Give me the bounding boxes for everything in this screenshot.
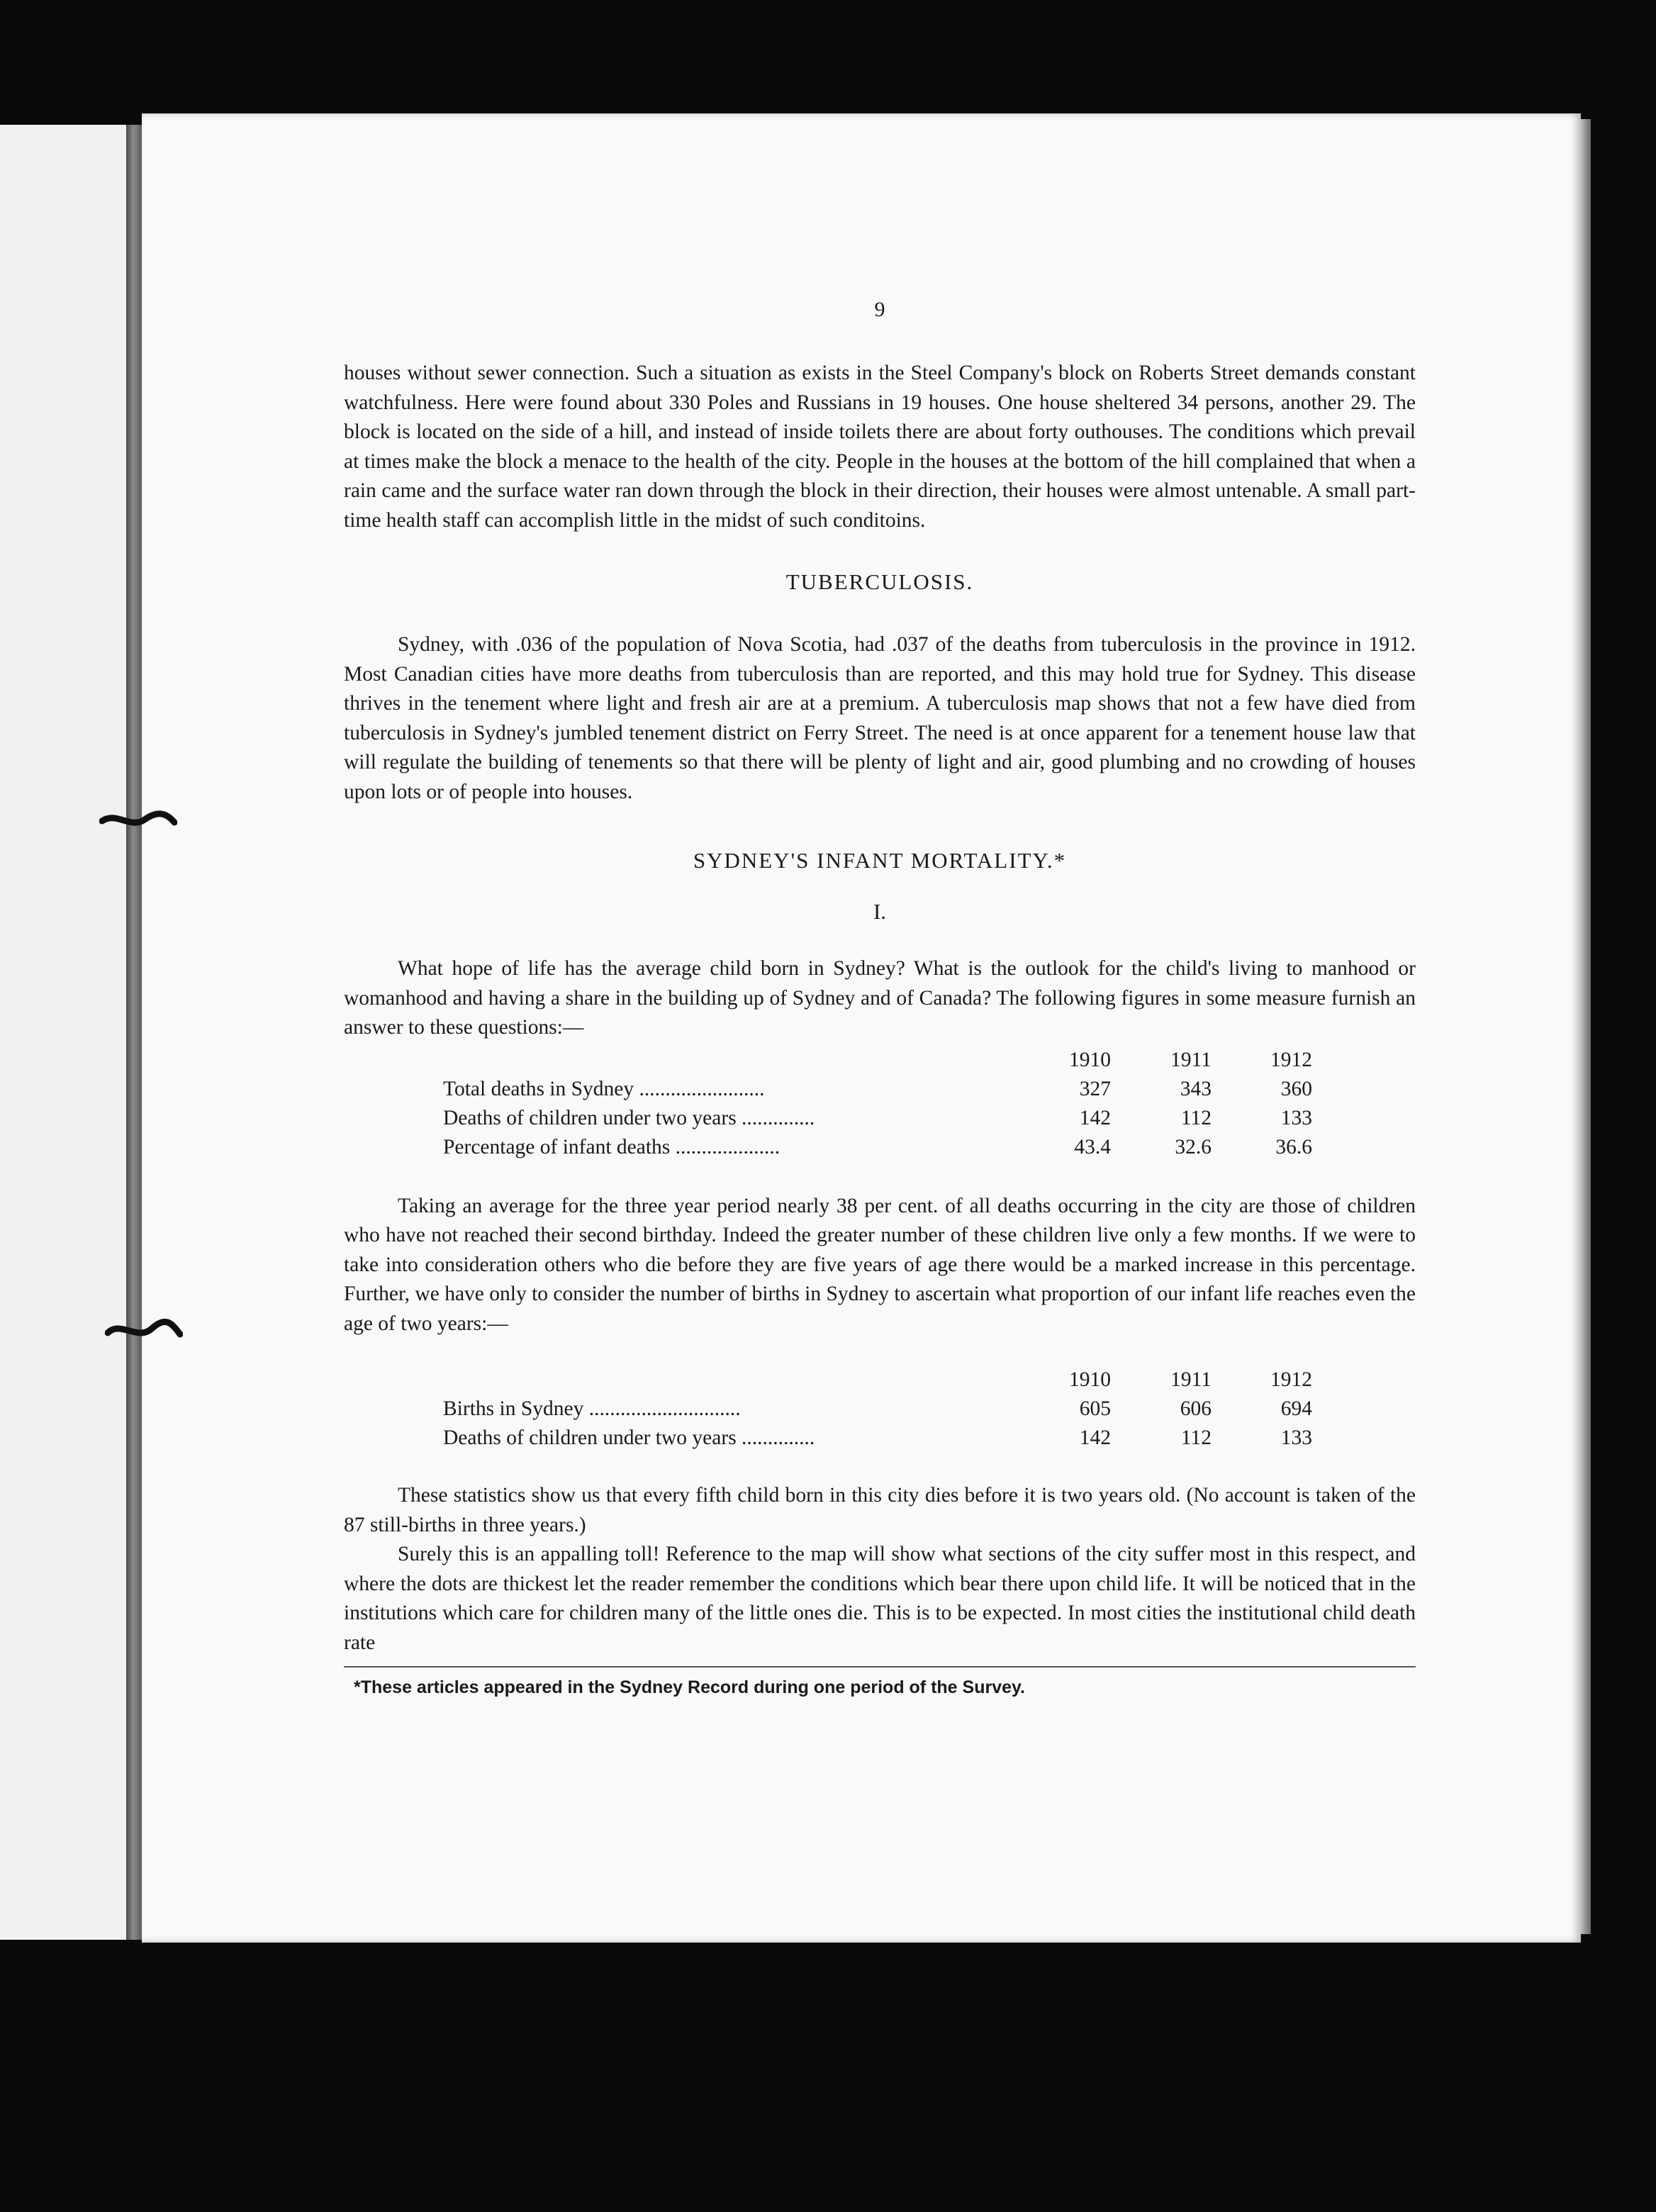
cell-value: 133 [1280,1106,1312,1129]
births-table [443,1365,1312,1453]
table-header-blank [443,1365,1010,1395]
cell-value: 605 [1079,1397,1111,1420]
left-page-edge [0,125,126,1940]
cell-value: 142 [1079,1426,1111,1449]
cell-value: 694 [1280,1397,1312,1420]
year-header: 1910 [1069,1368,1111,1391]
section-numeral: I. [873,899,887,924]
cell-value: 32.6 [1175,1135,1212,1158]
binding-string-icon [99,808,177,832]
row-label: Deaths of children under two years .............. [443,1426,815,1449]
binding-string-icon [105,1319,183,1343]
heading-infant-mortality: SYDNEY'S INFANT MORTALITY.* [693,848,1067,873]
year-header: 1912 [1270,1048,1312,1071]
year-header: 1911 [1170,1368,1212,1391]
table-header-blank [443,1046,1010,1075]
cell-value: 142 [1079,1106,1111,1129]
cell-value: 343 [1180,1077,1212,1100]
year-header: 1910 [1069,1048,1111,1071]
page-content [344,298,1416,1698]
cell-value: 43.4 [1074,1135,1111,1158]
cell-value: 327 [1079,1077,1111,1100]
table-row [443,1133,1312,1162]
cell-value: 112 [1180,1426,1212,1449]
paragraph-appalling-toll: Surely this is an appalling toll! Reference to the map will show what sections of the city suffer most in this respect, and where the dots are thickest let the reader remember the conditions which bear there upon child life. It will be noticed that in the institutions which care for children many of the little ones die. This is to be expected. In most cities the institutional child death rate [344,1543,1416,1654]
page-edge-shadow [1581,119,1591,1934]
table-row [443,1395,1312,1424]
row-label: Percentage of infant deaths .................... [443,1135,781,1158]
footnote-divider [344,1666,1416,1668]
table-row [443,1104,1312,1133]
table-row [443,1075,1312,1104]
heading-tuberculosis: TUBERCULOSIS. [785,569,974,594]
cell-value: 606 [1180,1397,1212,1420]
cell-value: 36.6 [1275,1135,1312,1158]
paragraph-statistics: These statistics show us that every fifth child born in this city dies before it is two years old. (No account is taken of the 87 still-births in three years.) [344,1484,1416,1536]
paragraph-hope-of-life: What hope of life has the average child born in Sydney? What is the outlook for the child's living to manhood or womanhood and having a share in the building up of Sydney and of Canada? The following figures in some measure furnish an answer to these questions:— [344,957,1416,1039]
year-header: 1911 [1170,1048,1212,1071]
row-label: Deaths of children under two years .............. [443,1106,815,1129]
book-spine [126,125,142,1940]
table-header-row [443,1046,1312,1075]
cell-value: 360 [1280,1077,1312,1100]
page-number: 9 [874,298,885,321]
cell-value: 112 [1180,1106,1212,1129]
deaths-table [443,1046,1312,1162]
paragraph-sewer: houses without sewer connection. Such a situation as exists in the Steel Company's block on Roberts Street demands constant watchfulness. Here were found about 330 Poles and Russians in 19 houses. One house sheltered 34 persons, another 29. The block is located on the side of a hill, and instead of inside toilets there are about forty outhouses. The conditions which prevail at times make the block a menace to the health of the city. People in the houses at the bottom of the hill complained that when a rain came and the surface water ran down through the block in their direction, their houses were almost untenable. A small part-time health staff can accomplish little in the midst of such conditoins. [344,362,1416,532]
row-label: Births in Sydney ............................. [443,1397,741,1420]
table-header-row [443,1365,1312,1395]
table-row [443,1424,1312,1453]
row-label: Total deaths in Sydney ........................ [443,1077,765,1100]
cell-value: 133 [1280,1426,1312,1449]
paragraph-tuberculosis: Sydney, with .036 of the population of Nova Scotia, had .037 of the deaths from tuberculosis in the province in 1912. Most Canadian cities have more deaths from tuberculosis than are reported, and this may hold true for Sydney. This disease thrives in the tenement where light and fresh air are at a premium. A tuberculosis map shows that not a few have died from tuberculosis in Sydney's jumbled tenement district on Ferry Street. The need is at once apparent for a tenement house law that will regulate the building of tenements so that there will be plenty of light and air, good plumbing and no crowding of houses upon lots or of people into houses. [344,633,1416,803]
footnote: *These articles appeared in the Sydney Record during one period of the Survey. [354,1677,1025,1697]
paragraph-average: Taking an average for the three year period nearly 38 per cent. of all deaths occurring in the city are those of children who have not reached their second birthday. Indeed the greater number of these children live only a few months. If we were to take into consideration others who die before they are five years of age there would be a marked increase in this percentage. Further, we have only to consider the number of births in Sydney to ascertain what proportion of our infant life reaches even the age of two years:— [344,1194,1416,1335]
year-header: 1912 [1270,1368,1312,1391]
